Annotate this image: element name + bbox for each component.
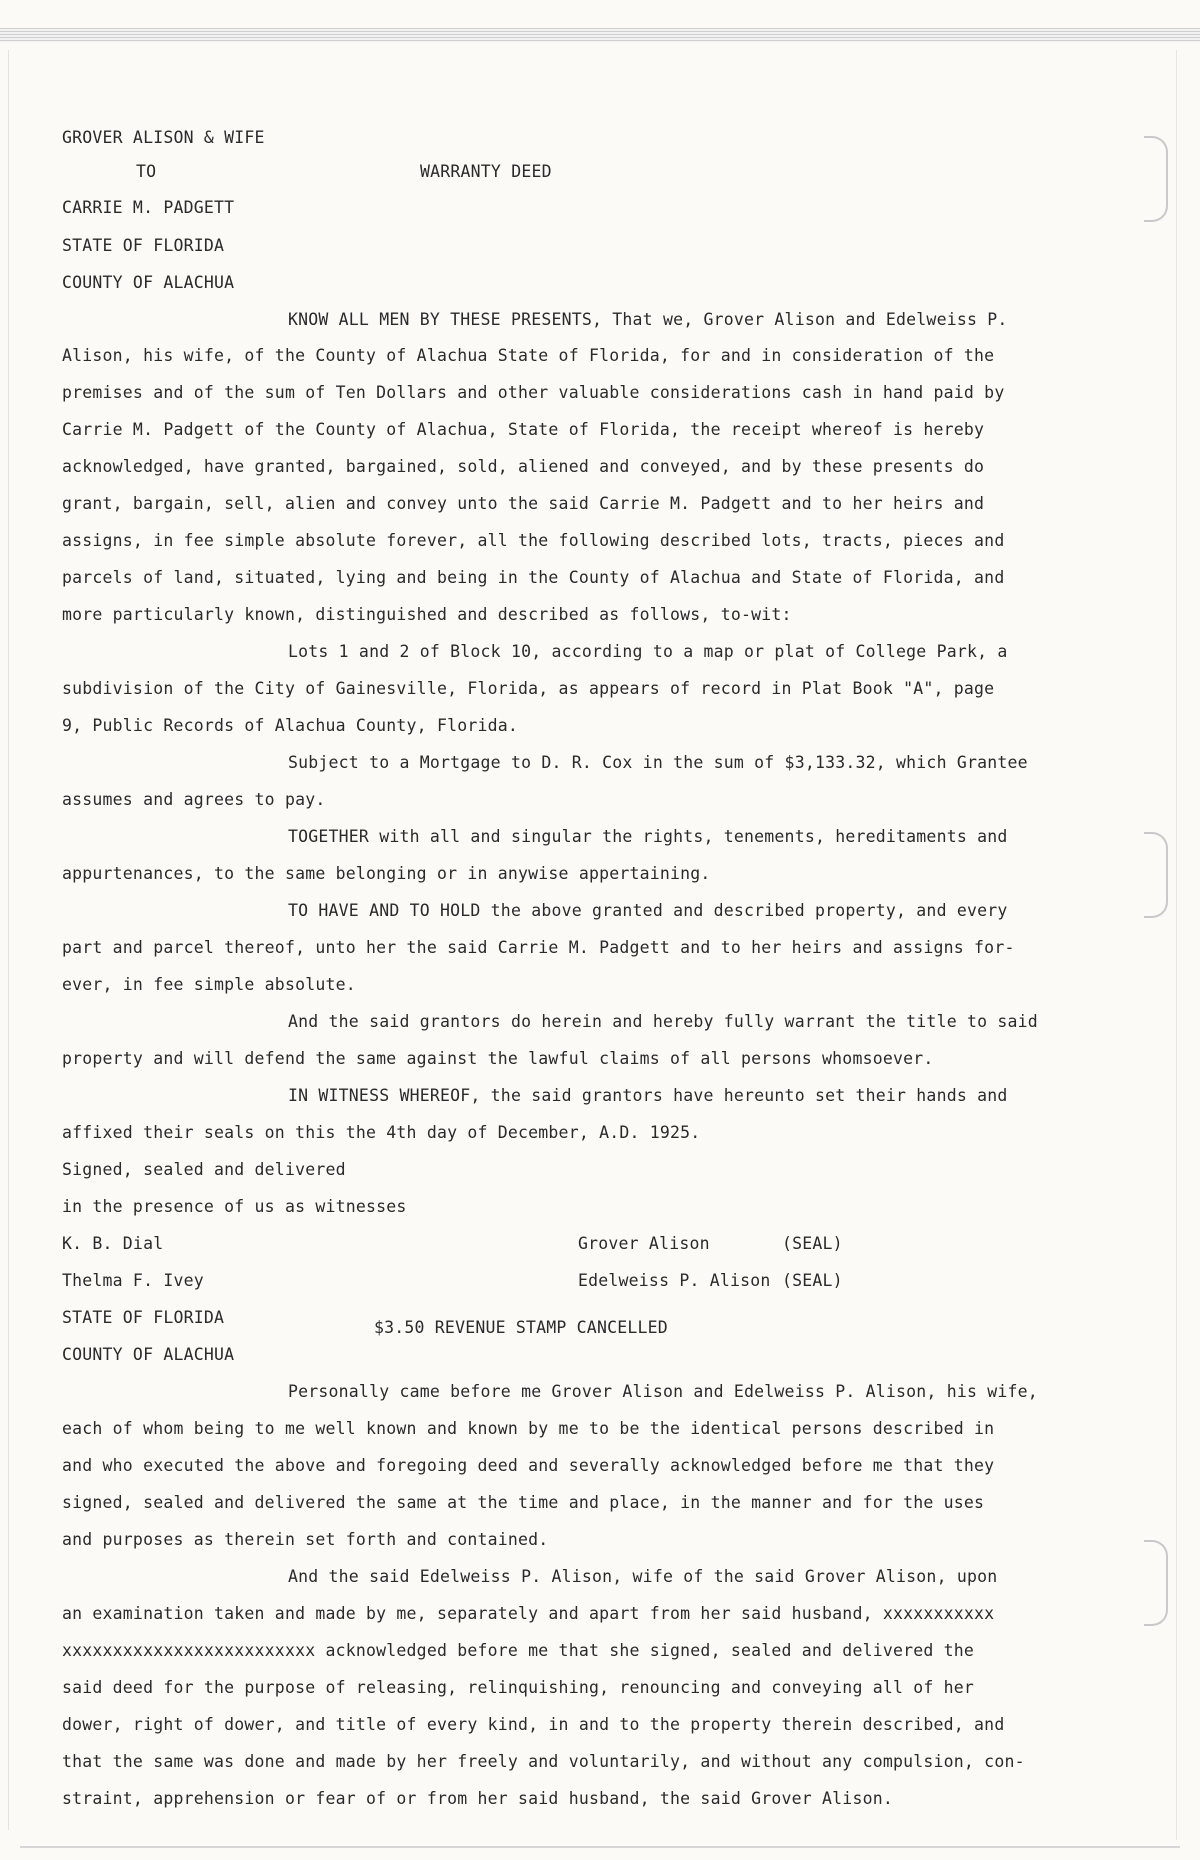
ack-line: said deed for the purpose of releasing, relinquishing, renouncing and conveying all of her xyxy=(62,1678,975,1697)
witness-clause-line: Signed, sealed and delivered xyxy=(62,1160,346,1179)
punch-hole-mark xyxy=(1144,1540,1168,1626)
body-line: acknowledged, have granted, bargained, sold, aliened and conveyed, and by these presents do xyxy=(62,457,985,476)
ack-line: signed, sealed and delivered the same at the time and place, in the manner and for the uses xyxy=(62,1493,985,1512)
witness-name: K. B. Dial xyxy=(62,1234,164,1253)
property-description-line: subdivision of the City of Gainesville, Florida, as appears of record in Plat Book "A", page xyxy=(62,679,995,698)
body-line: ever, in fee simple absolute. xyxy=(62,975,356,994)
body-line: property and will defend the same against the lawful claims of all persons whomsoever. xyxy=(62,1049,934,1068)
signer-name: Edelweiss P. Alison xyxy=(578,1271,771,1290)
ack-line: an examination taken and made by me, separately and apart from her said husband, xxxxxxxxxxx xyxy=(62,1604,995,1623)
seal-mark: (SEAL) xyxy=(782,1271,843,1290)
scan-top-band xyxy=(0,28,1200,42)
state-heading: STATE OF FLORIDA xyxy=(62,236,225,255)
witness-clause-line: IN WITNESS WHEREOF, the said grantors have hereunto set their hands and xyxy=(288,1086,1008,1105)
punch-hole-mark xyxy=(1144,136,1168,222)
body-line: grant, bargain, sell, alien and convey unto the said Carrie M. Padgett and to her heirs and xyxy=(62,494,985,513)
county-heading: COUNTY OF ALACHUA xyxy=(62,273,235,292)
body-line: premises and of the sum of Ten Dollars and other valuable considerations cash in hand paid by xyxy=(62,383,1005,402)
body-line: appurtenances, to the same belonging or in anywise appertaining. xyxy=(62,864,711,883)
signer-name: Grover Alison xyxy=(578,1234,710,1253)
body-line: TO HAVE AND TO HOLD the above granted and described property, and every xyxy=(288,901,1008,920)
mortgage-line: assumes and agrees to pay. xyxy=(62,790,326,809)
grantor-heading: GROVER ALISON & WIFE xyxy=(62,128,265,147)
property-description-line: Lots 1 and 2 of Block 10, according to a map or plat of College Park, a xyxy=(288,642,1008,661)
page-right-edge xyxy=(1176,50,1177,1840)
seal-mark: (SEAL) xyxy=(782,1234,843,1253)
ack-state-heading: STATE OF FLORIDA xyxy=(62,1308,225,1327)
body-line: TOGETHER with all and singular the rights, tenements, hereditaments and xyxy=(288,827,1008,846)
witness-clause-line: in the presence of us as witnesses xyxy=(62,1197,407,1216)
body-line: And the said grantors do herein and hereby fully warrant the title to said xyxy=(288,1012,1038,1031)
ack-county-heading: COUNTY OF ALACHUA xyxy=(62,1345,235,1364)
ack-line: and purposes as therein set forth and contained. xyxy=(62,1530,549,1549)
document-title: WARRANTY DEED xyxy=(420,162,552,181)
ack-line: straint, apprehension or fear of or from her said husband, the said Grover Alison. xyxy=(62,1789,893,1808)
body-line: parcels of land, situated, lying and being in the County of Alachua and State of Florida, and xyxy=(62,568,1005,587)
ack-line: Personally came before me Grover Alison and Edelweiss P. Alison, his wife, xyxy=(288,1382,1038,1401)
ack-line: xxxxxxxxxxxxxxxxxxxxxxxxx acknowledged before me that she signed, sealed and delivered the xyxy=(62,1641,975,1660)
witness-name: Thelma F. Ivey xyxy=(62,1271,204,1290)
page-bottom-edge xyxy=(20,1846,1180,1848)
grantee-heading: CARRIE M. PADGETT xyxy=(62,198,235,217)
to-heading: TO xyxy=(136,162,157,181)
page-left-edge xyxy=(8,50,9,1830)
revenue-stamp-note: $3.50 REVENUE STAMP CANCELLED xyxy=(374,1318,668,1337)
ack-line: And the said Edelweiss P. Alison, wife of the said Grover Alison, upon xyxy=(288,1567,998,1586)
body-line: part and parcel thereof, unto her the said Carrie M. Padgett and to her heirs and assigns for- xyxy=(62,938,1015,957)
witness-clause-line: affixed their seals on this the 4th day of December, A.D. 1925. xyxy=(62,1123,701,1142)
ack-line: that the same was done and made by her freely and voluntarily, and without any compulsion, con- xyxy=(62,1752,1025,1771)
ack-line: dower, right of dower, and title of every kind, in and to the property therein described, and xyxy=(62,1715,1005,1734)
ack-line: and who executed the above and foregoing deed and severally acknowledged before me that they xyxy=(62,1456,995,1475)
property-description-line: 9, Public Records of Alachua County, Florida. xyxy=(62,716,519,735)
body-line: Alison, his wife, of the County of Alachua State of Florida, for and in consideration of the xyxy=(62,346,995,365)
ack-line: each of whom being to me well known and known by me to be the identical persons described in xyxy=(62,1419,995,1438)
mortgage-line: Subject to a Mortgage to D. R. Cox in the sum of $3,133.32, which Grantee xyxy=(288,753,1028,772)
body-line: assigns, in fee simple absolute forever, all the following described lots, tracts, pieces and xyxy=(62,531,1005,550)
body-line: more particularly known, distinguished and described as follows, to-wit: xyxy=(62,605,792,624)
punch-hole-mark xyxy=(1144,832,1168,918)
body-line: Carrie M. Padgett of the County of Alachua, State of Florida, the receipt whereof is hereby xyxy=(62,420,985,439)
body-line: KNOW ALL MEN BY THESE PRESENTS, That we, Grover Alison and Edelweiss P. xyxy=(288,310,1008,329)
